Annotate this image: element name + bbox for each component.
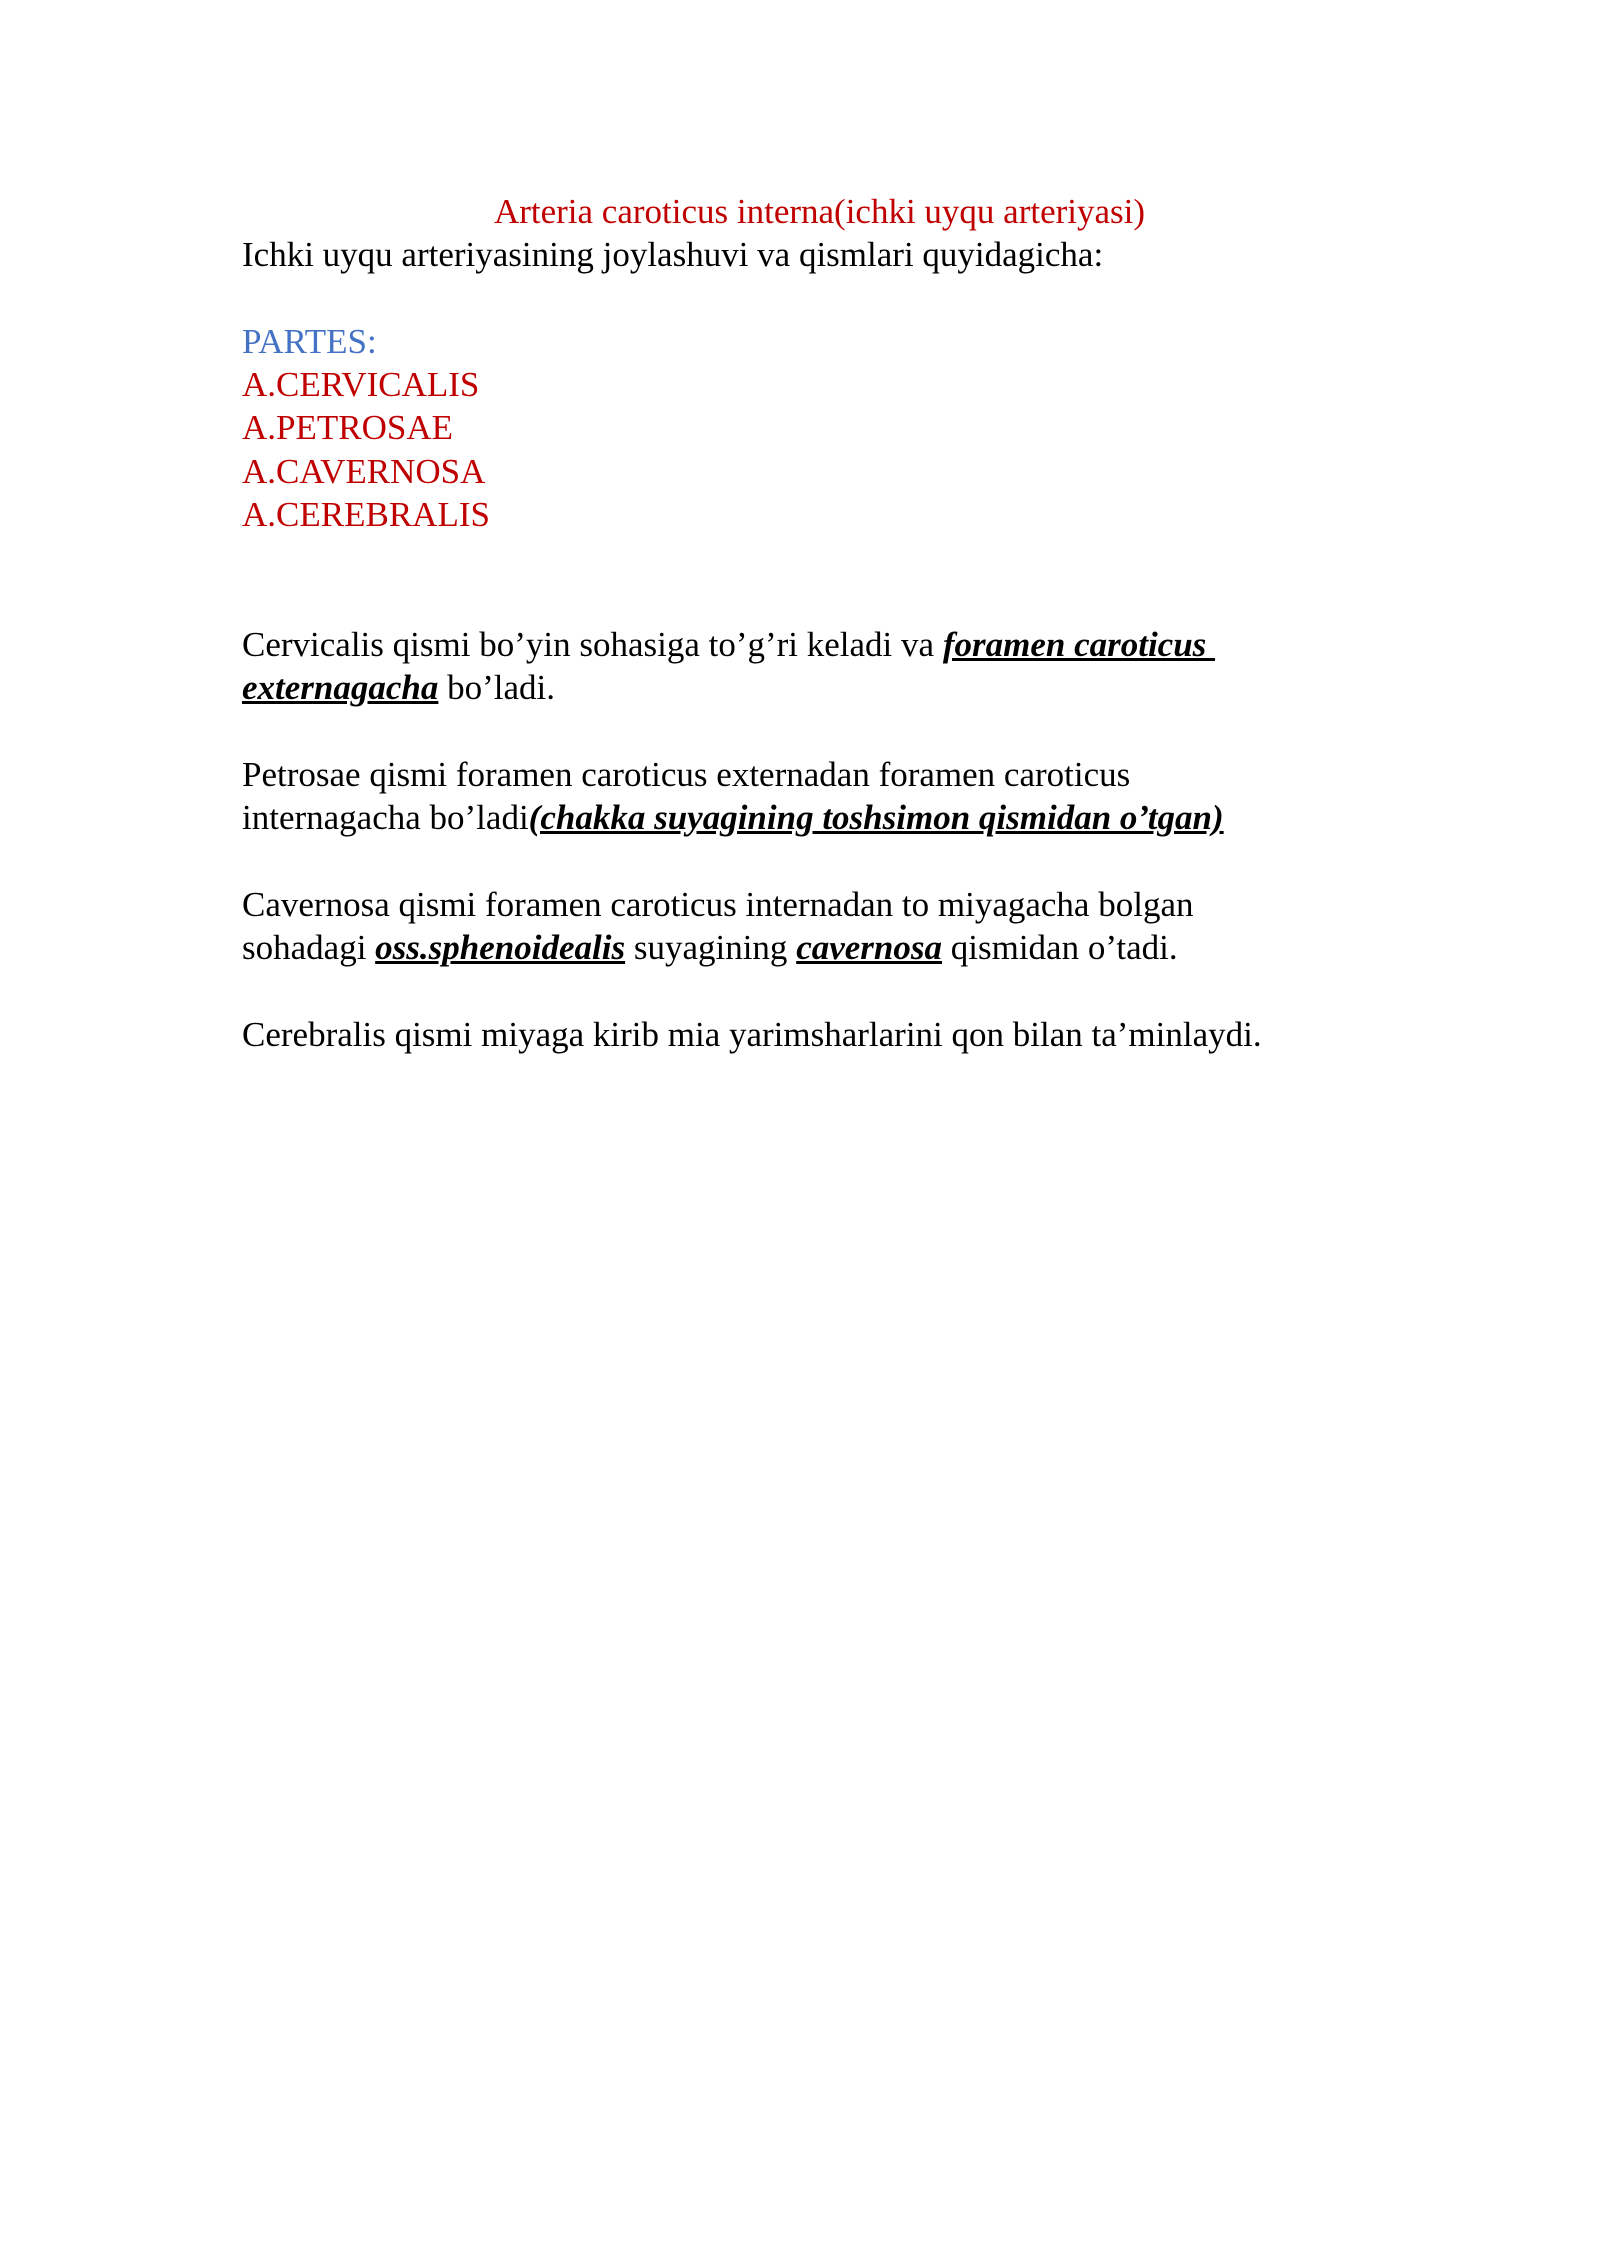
emphasized-term: cavernosa bbox=[796, 928, 942, 968]
blank-line bbox=[242, 710, 1362, 753]
emphasized-term: oss.sphenoidealis bbox=[375, 928, 626, 968]
blank-line bbox=[242, 536, 1362, 579]
paragraph-line bbox=[242, 796, 1362, 839]
blank-line bbox=[242, 969, 1362, 1012]
intro-line: Ichki uyqu arteriyasining joylashuvi va qismlari quyidagicha: bbox=[242, 235, 1104, 275]
parts-heading: PARTES: bbox=[242, 321, 377, 361]
emphasized-term: (chakka suyagining toshsimon qismidan o’tgan) bbox=[528, 798, 1224, 838]
paragraph-petrosae bbox=[242, 753, 1362, 840]
emphasized-term: externagacha bbox=[242, 668, 439, 708]
emphasized-term: foramen caroticus bbox=[942, 624, 1216, 664]
blank-line bbox=[242, 580, 1362, 623]
paragraph-line: Petrosae qismi foramen caroticus externadan foramen caroticus bbox=[242, 754, 1131, 794]
blank-line bbox=[242, 839, 1362, 882]
paragraph-line bbox=[242, 926, 1362, 969]
part-item-cervicalis: A.CERVICALIS bbox=[242, 365, 480, 405]
blank-line bbox=[242, 277, 1362, 320]
paragraph-line: Cavernosa qismi foramen caroticus internadan to miyagacha bolgan bbox=[242, 884, 1194, 924]
paragraph-text: Cervicalis qismi bo’yin sohasiga to’g’ri keladi va bbox=[242, 624, 943, 664]
paragraph-cavernosa bbox=[242, 883, 1362, 970]
document-content bbox=[242, 190, 1362, 1056]
paragraph-text: internagacha bo’ladi bbox=[242, 798, 529, 838]
part-item-cavernosa: A.CAVERNOSA bbox=[242, 451, 486, 491]
paragraph-cerebralis bbox=[242, 1013, 1362, 1056]
paragraph-text: suyagining bbox=[625, 928, 797, 968]
paragraph-text: qismidan o’tadi. bbox=[942, 928, 1178, 968]
paragraph-cervicalis bbox=[242, 623, 1362, 710]
paragraph-text: sohadagi bbox=[242, 928, 376, 968]
part-item-cerebralis: A.CEREBRALIS bbox=[242, 495, 490, 535]
document-title: Arteria caroticus interna(ichki uyqu arteriyasi) bbox=[493, 192, 1146, 231]
paragraph-line bbox=[242, 623, 1362, 666]
paragraph-text: bo’ladi. bbox=[438, 668, 556, 708]
paragraph-line: Cerebralis qismi miyaga kirib mia yarimsharlarini qon bilan ta’minlaydi. bbox=[242, 1014, 1262, 1054]
part-item-petrosae: A.PETROSAE bbox=[242, 408, 453, 448]
paragraph-line bbox=[242, 666, 1362, 709]
